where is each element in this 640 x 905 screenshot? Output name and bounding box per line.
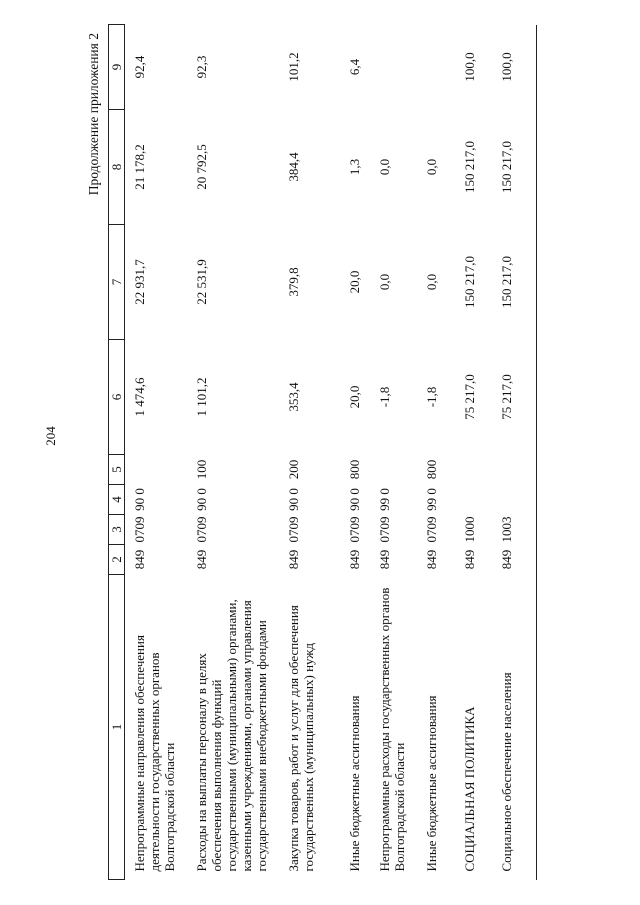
cell-expense-type bbox=[499, 455, 529, 485]
cell-section: 0709 bbox=[194, 516, 209, 543]
cell-value-6: 75 217,0 bbox=[462, 374, 477, 420]
cell-program: 90 0 bbox=[194, 488, 209, 511]
row-name: Непрограммные расходы государственных органов Волгоградской области bbox=[377, 587, 407, 872]
cell-ministry: 849 bbox=[286, 549, 301, 570]
cell-section: 0709 bbox=[286, 516, 301, 543]
cell-section: 0709 bbox=[132, 516, 147, 543]
cell-expense-type: 200 bbox=[286, 459, 301, 480]
table-row bbox=[347, 25, 377, 880]
page-number: 204 bbox=[43, 426, 58, 446]
cell-expense-type bbox=[377, 455, 424, 485]
cell-expense-type bbox=[125, 455, 195, 485]
cell-program: 90 0 bbox=[347, 488, 362, 511]
budget-table bbox=[108, 24, 529, 880]
cell-section: 0709 bbox=[377, 516, 392, 543]
header-cell: 6 bbox=[109, 340, 125, 455]
row-name: Иные бюджетные ассигнования bbox=[347, 695, 362, 872]
cell-ministry: 849 bbox=[462, 549, 477, 570]
cell-ministry: 849 bbox=[347, 549, 362, 570]
cell-value-9 bbox=[424, 25, 462, 110]
table-row bbox=[499, 25, 529, 880]
table-row bbox=[462, 25, 499, 880]
cell-program bbox=[499, 485, 529, 515]
table-row bbox=[377, 25, 424, 880]
cell-value-6: 1 101,2 bbox=[194, 377, 209, 417]
cell-value-8: 1,3 bbox=[347, 158, 362, 176]
cell-expense-type bbox=[462, 455, 499, 485]
cell-ministry: 849 bbox=[132, 549, 147, 570]
cell-value-9: 100,0 bbox=[499, 52, 514, 82]
cell-ministry: 849 bbox=[424, 549, 439, 570]
cell-value-9: 101,2 bbox=[286, 52, 301, 82]
cell-value-6: -1,8 bbox=[377, 386, 392, 408]
cell-section: 0709 bbox=[347, 516, 362, 543]
cell-program: 99 0 bbox=[424, 488, 439, 511]
continuation-label: Продолжение приложения 2 bbox=[86, 33, 101, 196]
cell-program bbox=[462, 485, 499, 515]
cell-value-6: -1,8 bbox=[424, 386, 439, 408]
cell-value-6: 20,0 bbox=[347, 385, 362, 409]
cell-value-9: 100,0 bbox=[462, 52, 477, 82]
cell-value-7: 22 531,9 bbox=[194, 259, 209, 305]
cell-value-7: 20,0 bbox=[347, 270, 362, 294]
cell-value-7: 0,0 bbox=[424, 273, 439, 291]
cell-program: 90 0 bbox=[132, 488, 147, 511]
cell-value-8: 21 178,2 bbox=[132, 144, 147, 190]
cell-value-9: 92,4 bbox=[132, 55, 147, 79]
table-row bbox=[125, 25, 195, 880]
cell-value-7: 379,8 bbox=[286, 267, 301, 297]
header-cell: 2 bbox=[109, 545, 125, 575]
row-name: Расходы на выплаты персоналу в целях обеспечения выполнения функций государственными (муниципальными) органами, казенными учреждениями, органами управления государственными внебюджетными фондами bbox=[194, 599, 269, 872]
cell-ministry: 849 bbox=[499, 549, 514, 570]
cell-value-7: 0,0 bbox=[377, 273, 392, 291]
header-cell: 7 bbox=[109, 225, 125, 340]
cell-value-6: 1 474,6 bbox=[132, 377, 147, 417]
header-cell: 3 bbox=[109, 515, 125, 545]
table-row bbox=[424, 25, 462, 880]
row-name: СОЦИАЛЬНАЯ ПОЛИТИКА bbox=[462, 706, 477, 872]
row-name: Иные бюджетные ассигнования bbox=[424, 695, 439, 872]
cell-value-6: 353,4 bbox=[286, 382, 301, 412]
header-cell: 8 bbox=[109, 110, 125, 225]
rotated-table-area bbox=[88, 25, 578, 880]
row-name: Социальное обеспечение населения bbox=[499, 672, 514, 872]
cell-value-6: 75 217,0 bbox=[499, 374, 514, 420]
header-cell: 1 bbox=[109, 575, 125, 880]
cell-value-7: 150 217,0 bbox=[462, 256, 477, 308]
cell-value-9: 92,3 bbox=[194, 55, 209, 79]
cell-section: 0709 bbox=[424, 516, 439, 543]
cell-value-9 bbox=[377, 25, 424, 110]
cell-value-8: 0,0 bbox=[424, 158, 439, 176]
cell-value-8: 150 217,0 bbox=[499, 141, 514, 193]
cell-section: 1003 bbox=[499, 516, 514, 543]
row-name: Закупка товаров, работ и услуг для обеспечения государственных (муниципальных) нужд bbox=[286, 605, 316, 872]
table-bottom-rule bbox=[536, 25, 537, 880]
header-row bbox=[109, 25, 125, 880]
cell-value-8: 0,0 bbox=[377, 158, 392, 176]
table-row bbox=[194, 25, 286, 880]
cell-value-7: 150 217,0 bbox=[499, 256, 514, 308]
cell-section: 1000 bbox=[462, 516, 477, 543]
cell-value-7: 22 931,7 bbox=[132, 259, 147, 305]
header-cell: 9 bbox=[109, 25, 125, 110]
cell-ministry: 849 bbox=[377, 549, 392, 570]
row-name: Непрограммные направления обеспечения деятельности государственных органов Волгоградской области bbox=[132, 635, 177, 872]
cell-expense-type: 800 bbox=[424, 459, 439, 480]
cell-ministry: 849 bbox=[194, 549, 209, 570]
cell-program: 99 0 bbox=[377, 488, 392, 511]
cell-program: 90 0 bbox=[286, 488, 301, 511]
cell-value-8: 150 217,0 bbox=[462, 141, 477, 193]
cell-expense-type: 800 bbox=[347, 459, 362, 480]
header-cell: 5 bbox=[109, 455, 125, 485]
table-row bbox=[286, 25, 347, 880]
cell-value-8: 384,4 bbox=[286, 152, 301, 182]
header-cell: 4 bbox=[109, 485, 125, 515]
cell-expense-type: 100 bbox=[194, 459, 209, 480]
cell-value-8: 20 792,5 bbox=[194, 144, 209, 190]
cell-value-9: 6,4 bbox=[347, 58, 362, 76]
